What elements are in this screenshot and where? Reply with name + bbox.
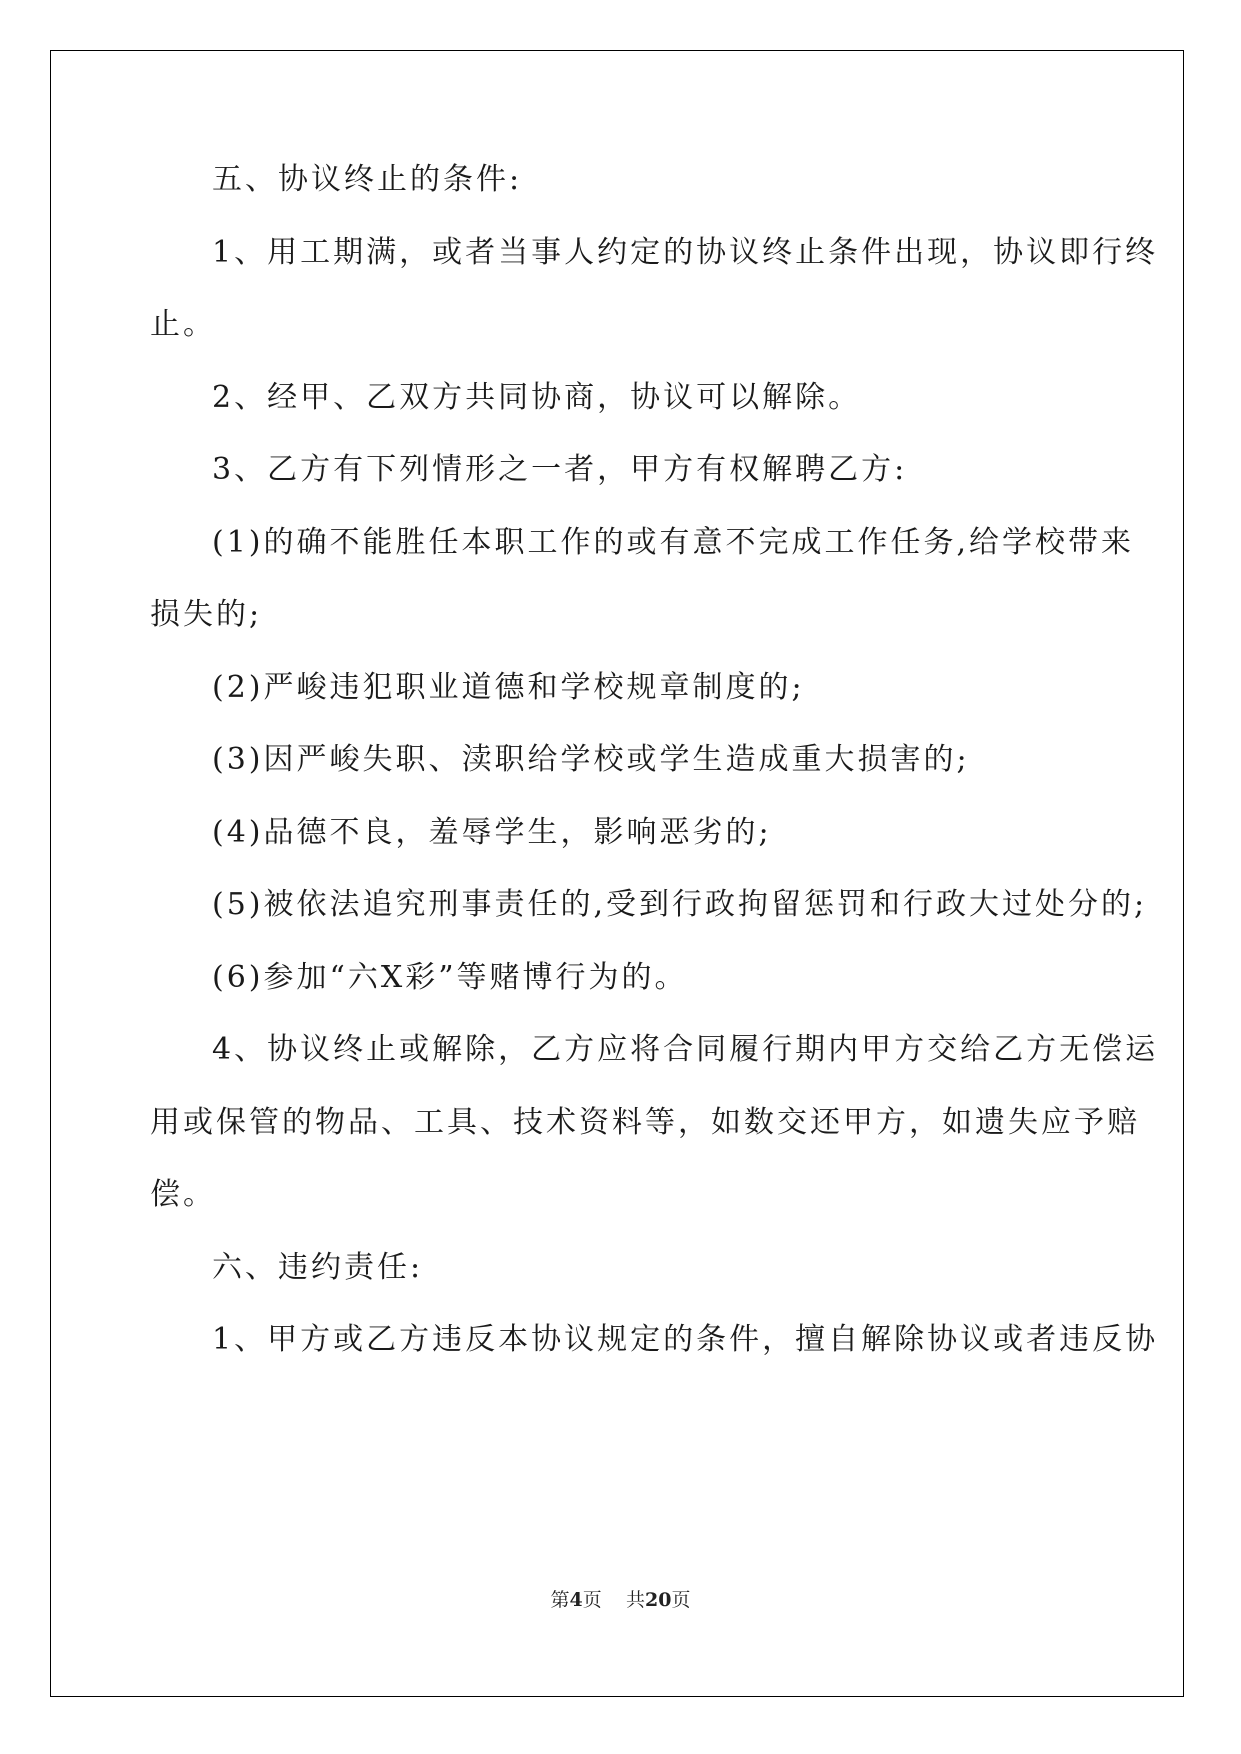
footer-prefix: 第 [550,1589,570,1611]
text-line: (5)被依法追究刑事责任的,受到行政拘留惩罚和行政大过处分的; [212,887,1148,922]
current-page-number: 4 [569,1589,583,1611]
text-line: 五、协议终止的条件: [212,162,523,197]
text-line: (3)因严峻失职、渎职给学校或学生造成重大损害的; [212,742,970,777]
text-line: 止。 [150,307,216,342]
text-line: (1)的确不能胜任本职工作的或有意不完成工作任务,给学校带来 [212,524,1135,560]
footer-total-unit: 页 [671,1589,691,1611]
total-page-count: 20 [644,1589,672,1611]
text-line: (4)品德不良，羞辱学生，影响恶劣的; [212,814,772,850]
text-line: 1、用工期满，或者当事人约定的协议终止条件出现，协议即行终 [212,234,1159,270]
footer-total-prefix: 共 [625,1589,645,1611]
text-line: (6)参加“六X彩”等赌博行为的。 [212,959,688,995]
text-line: (2)严峻违犯职业道德和学校规章制度的; [212,669,805,705]
text-line: 4、协议终止或解除，乙方应将合同履行期内甲方交给乙方无偿运 [212,1032,1159,1067]
page-border [50,50,1184,1697]
text-line: 3、乙方有下列情形之一者，甲方有权解聘乙方: [212,452,908,487]
page-footer [0,1585,1241,1612]
text-line: 偿。 [150,1177,216,1212]
text-line: 1、甲方或乙方违反本协议规定的条件，擅自解除协议或者违反协 [212,1322,1159,1357]
text-line: 2、经甲、乙双方共同协商，协议可以解除。 [212,379,862,415]
text-line: 用或保管的物品、工具、技术资料等，如数交还甲方，如遗失应予赔 [150,1104,1140,1140]
text-line: 六、违约责任: [212,1249,424,1285]
footer-page-unit: 页 [582,1589,602,1611]
text-line: 损失的; [150,597,263,632]
